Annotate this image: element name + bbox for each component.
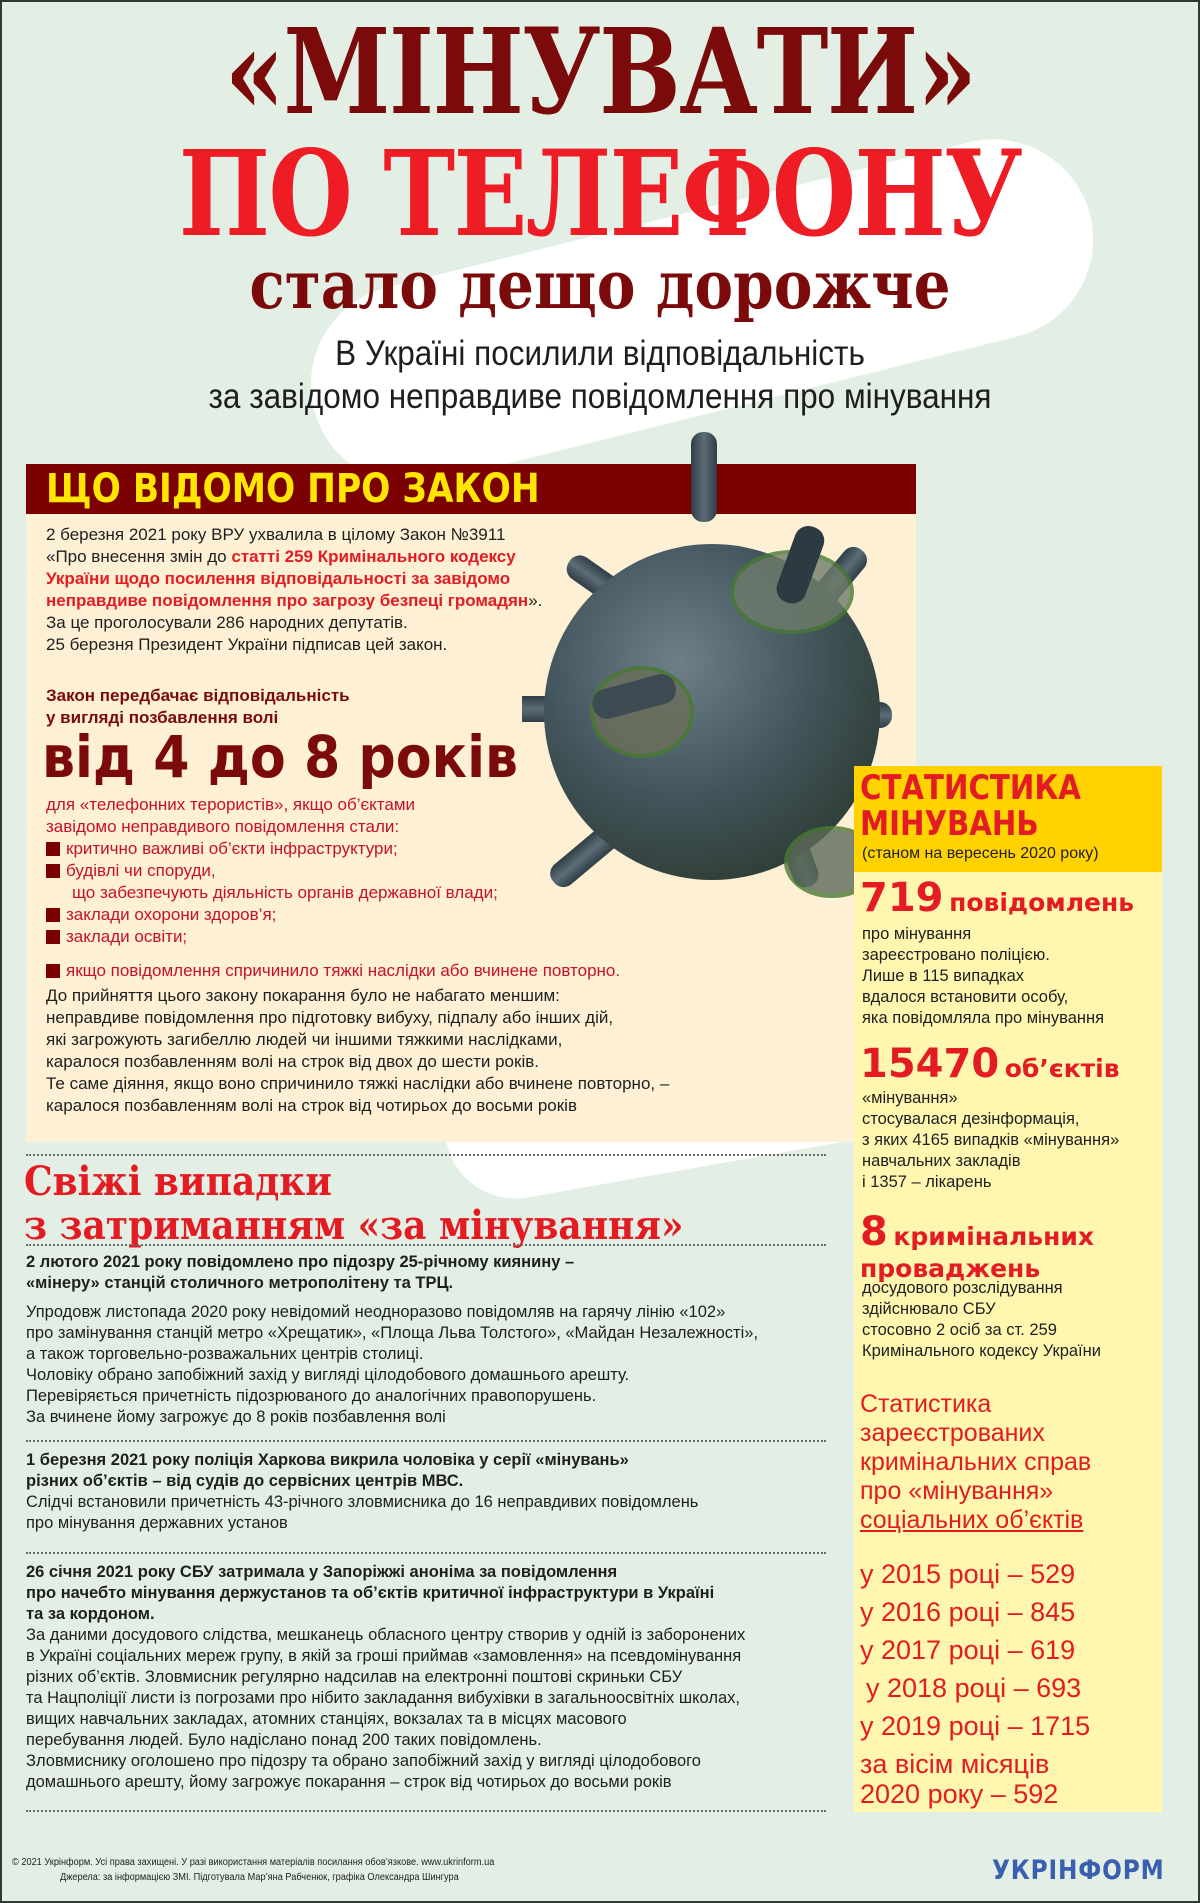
list-item: критично важливі об’єкти інфраструктури; xyxy=(46,838,666,860)
target-objects-list xyxy=(46,838,666,982)
registered-cases-title: Статистика зареєстрованих кримінальних справ про «мінування» соціальних об’єктів xyxy=(860,1390,1092,1534)
law-signed: 25 березня Президент України підписав цей закон. xyxy=(46,635,448,654)
penalty-applies-to: для «телефонних терористів», якщо об’єктами завідомо неправдивого повідомлення стали: xyxy=(46,795,416,836)
ukrinform-logo: УКРІНФОРМ xyxy=(992,1855,1165,1886)
list-item: у 2017 році – 619 xyxy=(860,1635,1076,1665)
case-body: За даними досудового слідства, мешканець обласного центру створив у одній із заборонених в Україні соціальних мереж групу, в якій за гроші приймав «замовлення» на псевдомінування різних об’єктів. Зловмисник регулярно надсилав на електронні поштові скриньки СБУ та Нацполіції листи із погрозами про нібито закладання вибухівки в загальноосвітніх школах, вищих навчальних закладах, атомних станціях, вокзалах та в місцях масового перебування людей. Було надіслано понад 200 таких повідомлень. Зловмиснику оголошено про підозру та обрано запобіжний захід у вигляді цілодобового домашнього арешту, йому загрожує покарання – строк від чотирьох до восьми років xyxy=(26,1626,746,1791)
case-body: Слідчі встановили причетність 43-річного зловмисника до 16 неправдивих повідомлень про мінування державних установ xyxy=(26,1493,699,1532)
bullet-square-icon xyxy=(46,842,60,856)
headline-line-2: ПО ТЕЛЕФОНУ xyxy=(178,124,1022,263)
list-item: за вісім місяців 2020 року – 592 xyxy=(860,1749,1059,1809)
section-divider xyxy=(26,1154,826,1156)
law-intro-text xyxy=(46,524,566,656)
registered-cases-list xyxy=(860,1555,1160,1809)
law-section-title: ЩО ВІДОМО ПРО ЗАКОН xyxy=(46,466,540,512)
stat-proceedings xyxy=(860,1210,1094,1286)
case-divider xyxy=(26,1810,826,1812)
infographic-page xyxy=(2,2,1198,1901)
stat-unit: повідомлень xyxy=(949,888,1135,917)
list-item: заклади охорони здоров’я; xyxy=(46,904,666,926)
list-item: у 2016 році – 845 xyxy=(860,1597,1076,1627)
bullet-square-icon xyxy=(46,864,60,878)
law-adopted: 2 березня 2021 року ВРУ ухвалила в цілому Закон №3911 xyxy=(46,525,506,544)
bullet-square-icon xyxy=(46,964,60,978)
case-lead: 26 січня 2021 року СБУ затримала у Запоріжжі аноніма за повідомлення про начебто мінування держустанов та об’єктів критичної інфраструктури в Україні та за кордоном. xyxy=(26,1563,715,1623)
stat-unit: кримінальних xyxy=(893,1222,1094,1251)
law-votes: За це проголосували 286 народних депутатів. xyxy=(46,613,408,632)
stats-as-of: (станом на вересень 2020 року) xyxy=(862,845,1099,862)
case-body: Упродовж листопада 2020 року невідомий неодноразово повідомляв на гарячу лінію «102» про замінування станцій метро «Хрещатик», «Площа Льва Толстого», «Майдан Незалежності», а також торговельно-розважальних центрів столиці. Чоловіку обрано запобіжний захід у вигляді цілодобового домашнього арешту. Перевіряється причетність підозрюваного до аналогічних правопорушень. За вчинене йому загрожує до 8 років позбавлення волі xyxy=(26,1303,759,1426)
stat-reports xyxy=(860,876,1134,920)
list-item: якщо повідомлення спричинило тяжкі наслідки або вчинене повторно. xyxy=(46,960,666,982)
law-name: «Про внесення змін до статті 259 Кримінального кодексу України щодо посилення відповідальності за завідомо неправдиве повідомлення про загрозу безпеці громадян». xyxy=(46,547,543,610)
stat-objects xyxy=(860,1042,1120,1086)
section-divider xyxy=(26,1244,826,1246)
footer-sources: Джерела: за інформацією ЗМІ. Підготувала Мар’яна Рабченюк, графіка Олександра Шингура xyxy=(60,1872,459,1883)
stat-unit: об’єктів xyxy=(1004,1054,1120,1083)
stat-reports-description: про мінування зареєстровано поліцією. Лише в 115 випадках вдалося встановити особу, яка повідомляла про мінування xyxy=(862,925,1105,1027)
case-item xyxy=(26,1562,826,1793)
stat-unit: проваджень xyxy=(860,1254,1041,1283)
case-divider xyxy=(26,1440,826,1442)
list-item: у 2018 році – 693 xyxy=(866,1673,1082,1703)
stat-number: 15470 xyxy=(860,1041,1000,1087)
footer-copyright: © 2021 Укрінформ. Усі права захищені. У разі використання матеріалів посилання обов’язкове. www.ukrinform.ua xyxy=(12,1857,495,1868)
case-divider xyxy=(26,1552,826,1554)
case-lead: 1 березня 2021 року поліція Харкова викрила чоловіка у серії «мінувань» різних об’єктів – від судів до сервісних центрів МВС. xyxy=(26,1451,629,1490)
list-item: у 2015 році – 529 xyxy=(860,1559,1076,1589)
penalty-years: від 4 до 8 років xyxy=(42,723,519,791)
subtitle-line-1: В Україні посилили відповідальність xyxy=(335,334,865,373)
headline-line-1: «МІНУВАТИ» xyxy=(224,2,976,141)
bullet-square-icon xyxy=(46,908,60,922)
subtitle xyxy=(62,332,1138,418)
bullet-square-icon xyxy=(46,930,60,944)
law-name-highlight: статті 259 Кримінального кодексу України щодо посилення відповідальності за завідомо неправдиве повідомлення про загрозу безпеці громадян xyxy=(46,547,529,610)
stats-title: СТАТИСТИКА МІНУВАНЬ xyxy=(860,768,1081,844)
list-item: у 2019 році – 1715 xyxy=(860,1711,1091,1741)
headline-line-3: стало дещо дорожче xyxy=(249,246,951,324)
list-item: заклади освіти; xyxy=(46,926,666,948)
list-item: будівлі чи споруди, що забезпечують діяльність органів державної влади; xyxy=(46,860,666,904)
cases-section-title: Свіжі випадки з затриманням «за мінування» xyxy=(24,1158,684,1249)
stat-proceedings-description: досудового розслідування здійснювало СБУ стосовно 2 осіб за ст. 259 Кримінального кодексу України xyxy=(862,1279,1101,1360)
case-lead: 2 лютого 2021 року повідомлено про підозру 25-річному киянину – «мінеру» станцій столичного метрополітену та ТРЦ. xyxy=(26,1253,575,1292)
previous-penalty-text: До прийняття цього закону покарання було не набагато меншим: неправдиве повідомлення про підготовку вибуху, підпалу або інших дій, які загрожують загибеллю людей чи іншими тяжкими наслідками, каралося позбавленням волі на строк від двох до шести років. Те саме діяння, якщо воно спричинило тяжкі наслідки або вчинене повторно, – каралося позбавленням волі на строк від чотирьох до восьми років xyxy=(46,986,670,1115)
subtitle-line-2: за завідомо неправдиве повідомлення про мінування xyxy=(208,377,992,416)
case-item xyxy=(26,1450,826,1534)
stat-objects-description: «мінування» стосувалася дезінформація, з яких 4165 випадків «мінування» навчальних закладів і 1357 – лікарень xyxy=(862,1089,1120,1191)
stat-number: 8 xyxy=(860,1209,888,1255)
law-provides: Закон передбачає відповідальність у вигляді позбавлення волі xyxy=(46,686,350,727)
case-item xyxy=(26,1252,826,1428)
stat-number: 719 xyxy=(860,875,944,921)
